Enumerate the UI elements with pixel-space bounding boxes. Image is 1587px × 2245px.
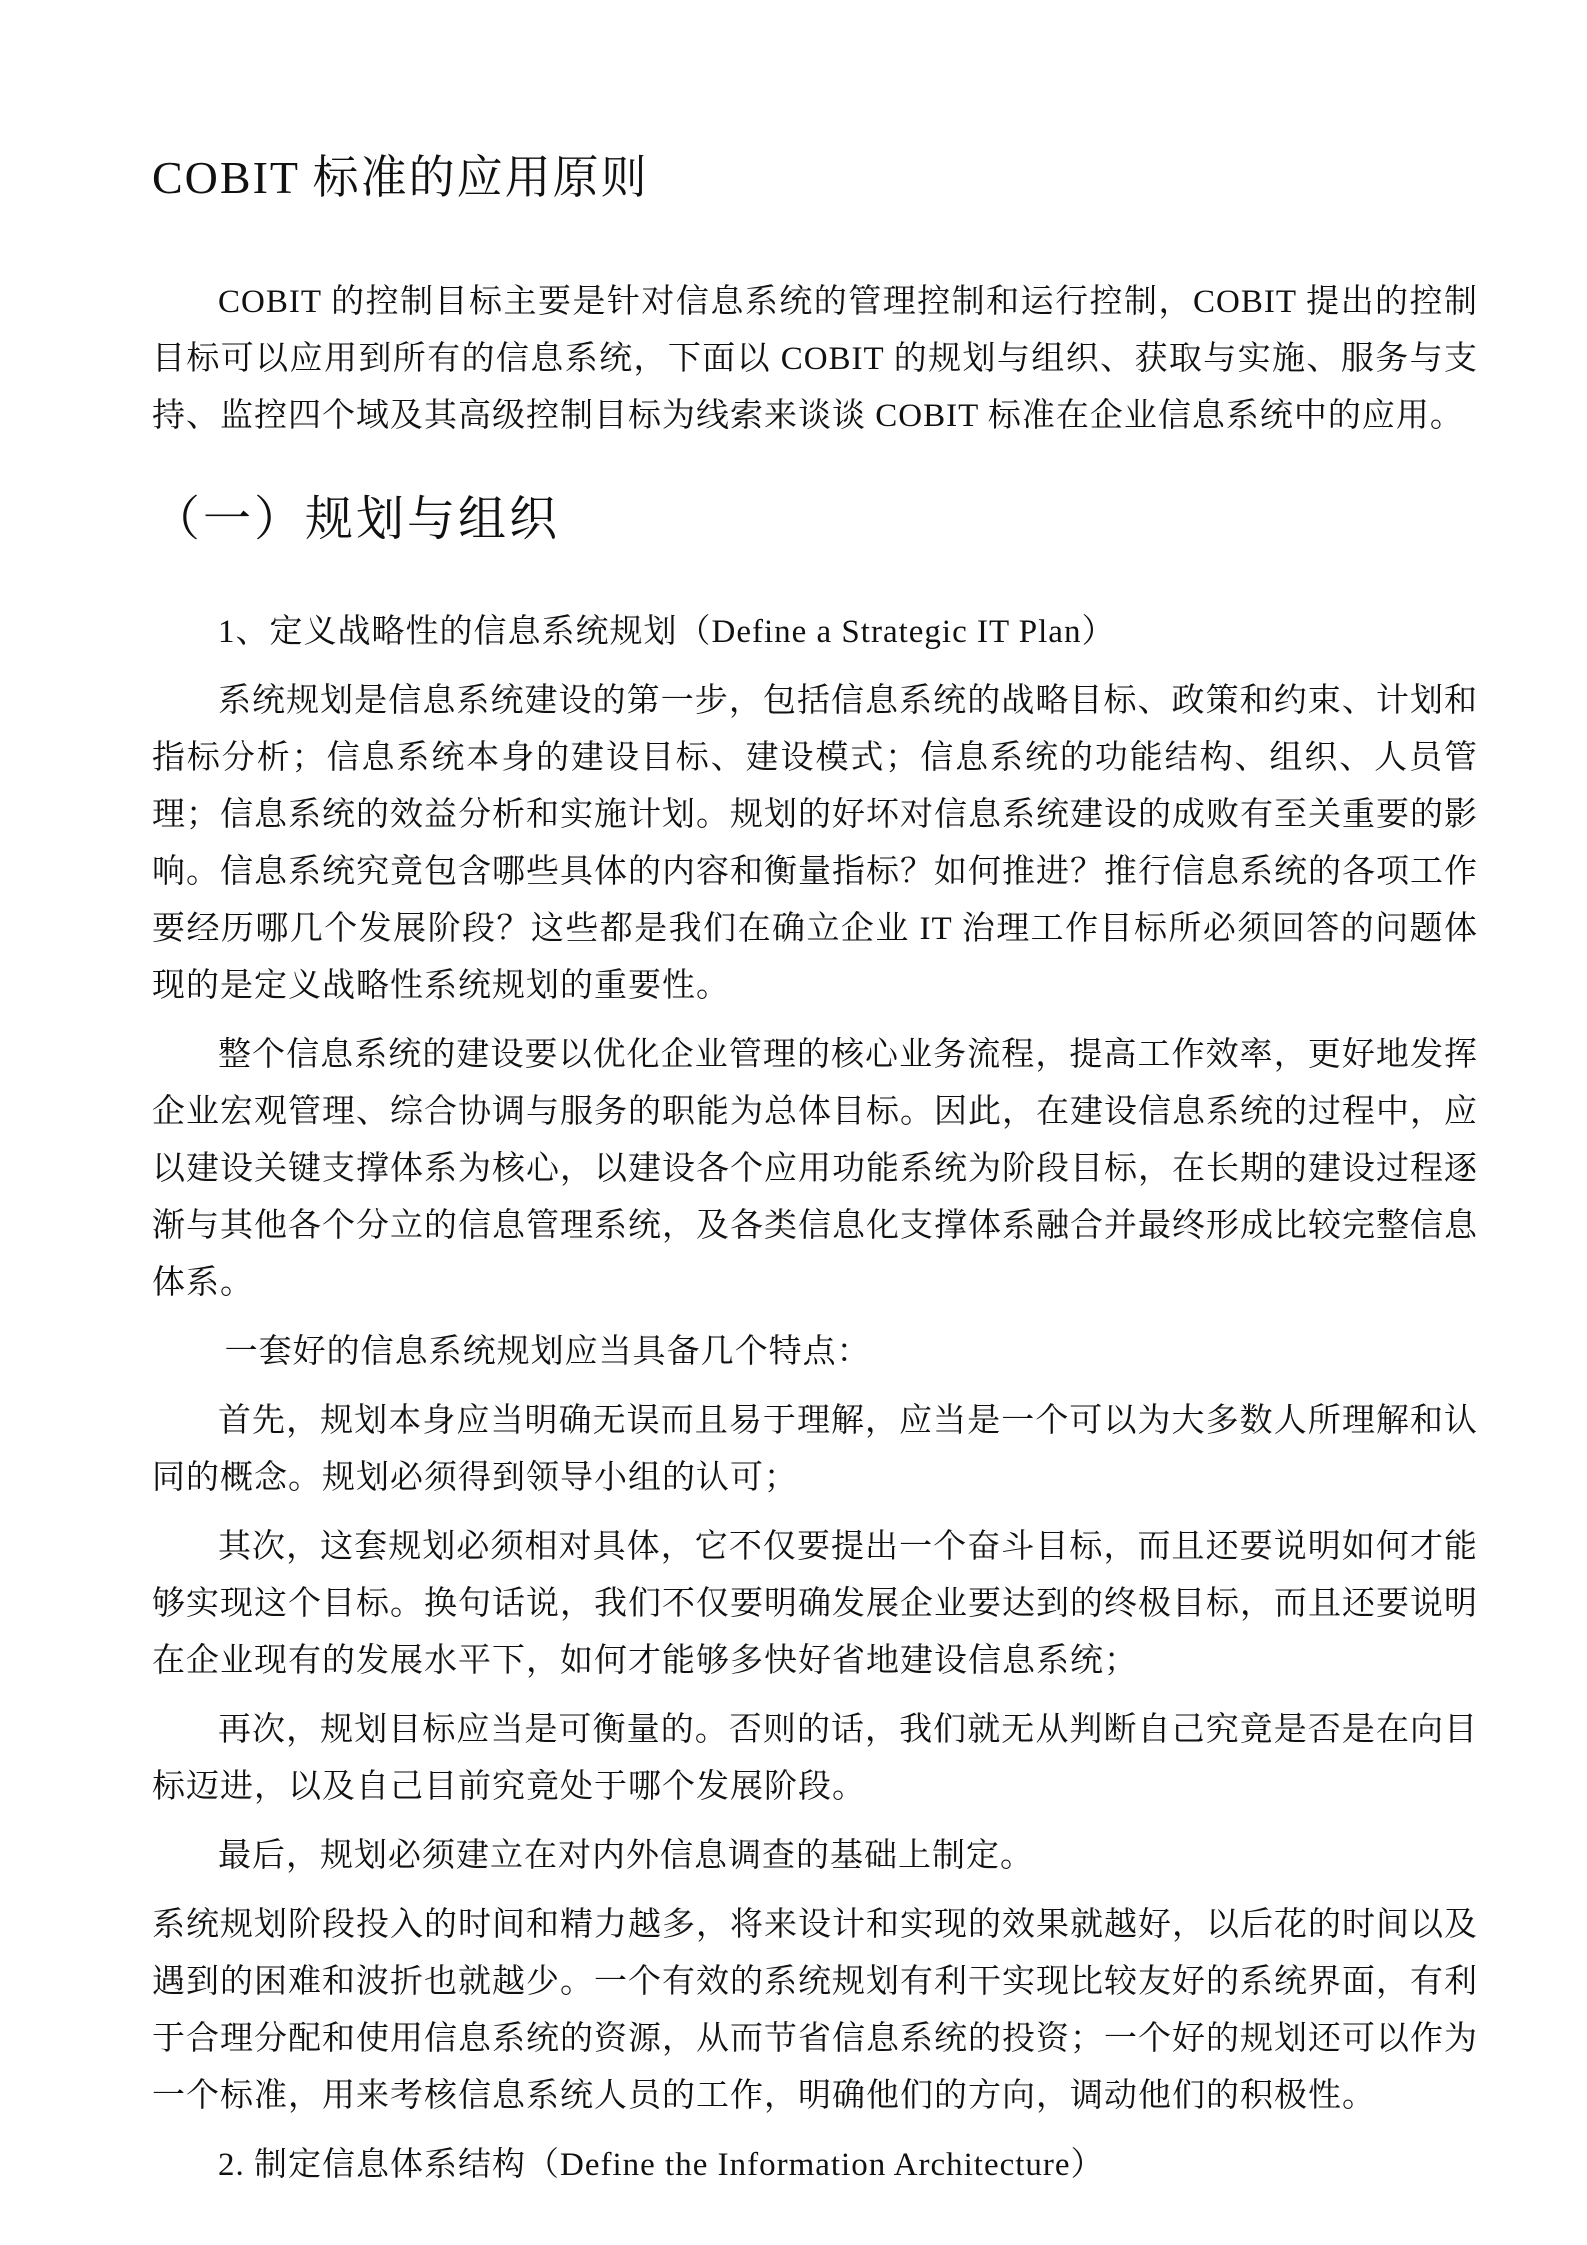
paragraph-investment-benefit: 系统规划阶段投入的时间和精力越多，将来设计和实现的效果就越好，以后花的时间以及遇到的困难和波折也就越少。一个有效的系统规划有利干实现比较友好的系统界面，有利于合理分配和使用信息系统的资源，从而节省信息系统的投资；一个好的规划还可以作为一个标准，用来考核信息系统人员的工作，明确他们的方向，调动他们的积极性。 (152, 1907, 1478, 2114)
paragraph-feature-third: 再次，规划目标应当是可衡量的。否则的话，我们就无从判断自己究竟是否是在向目标迈进，以及自己目前究竟处于哪个发展阶段。 (152, 1712, 1478, 1805)
paragraph-feature-last: 最后，规划必须建立在对内外信息调查的基础上制定。 (218, 1838, 1034, 1874)
item-2-heading: 2. 制定信息体系结构（Define the Information Architecture） (218, 2147, 1105, 2183)
item-1-heading: 1、定义战略性的信息系统规划（Define a Strategic IT Plan） (218, 614, 1116, 650)
section-heading-planning-and-organization: （一）规划与组织 (152, 493, 561, 546)
intro-paragraph: COBIT 的控制目标主要是针对信息系统的管理控制和运行控制，COBIT 提出的控制目标可以应用到所有的信息系统，下面以 COBIT 的规划与组织、获取与实施、服务与支持、监控四个域及其高级控制目标为线索来谈谈 COBIT 标准在企业信息系统中的应用。 (152, 284, 1478, 434)
paragraph-feature-second: 其次，这套规划必须相对具体，它不仅要提出一个奋斗目标，而且还要说明如何才能够实现这个目标。换句话说，我们不仅要明确发展企业要达到的终极目标，而且还要说明在企业现有的发展水平下，如何才能够多快好省地建设信息系统； (152, 1529, 1478, 1679)
paragraph-overall-goal: 整个信息系统的建设要以优化企业管理的核心业务流程，提高工作效率，更好地发挥企业宏观管理、综合协调与服务的职能为总体目标。因此，在建设信息系统的过程中，应以建设关键支撑体系为核心，以建设各个应用功能系统为阶段目标，在长期的建设过程逐渐与其他各个分立的信息管理系统，及各类信息化支撑体系融合并最终形成比较完整信息体系。 (152, 1037, 1478, 1301)
paragraph-strategic-planning: 系统规划是信息系统建设的第一步，包括信息系统的战略目标、政策和约束、计划和指标分析；信息系统本身的建设目标、建设模式；信息系统的功能结构、组织、人员管理；信息系统的效益分析和实施计划。规划的好坏对信息系统建设的成败有至关重要的影响。信息系统究竟包含哪些具体的内容和衡量指标？如何推进？推行信息系统的各项工作要经历哪几个发展阶段？这些都是我们在确立企业 IT 治理工作目标所必须回答的问题体现的是定义战略性系统规划的重要性。 (152, 683, 1478, 1004)
document-title: COBIT 标准的应用原则 (152, 152, 649, 203)
paragraph-feature-first: 首先，规划本身应当明确无误而且易于理解，应当是一个可以为大多数人所理解和认同的概念。规划必须得到领导小组的认可； (152, 1403, 1478, 1496)
paragraph-features-lead: 一套好的信息系统规划应当具备几个特点： (224, 1334, 871, 1370)
